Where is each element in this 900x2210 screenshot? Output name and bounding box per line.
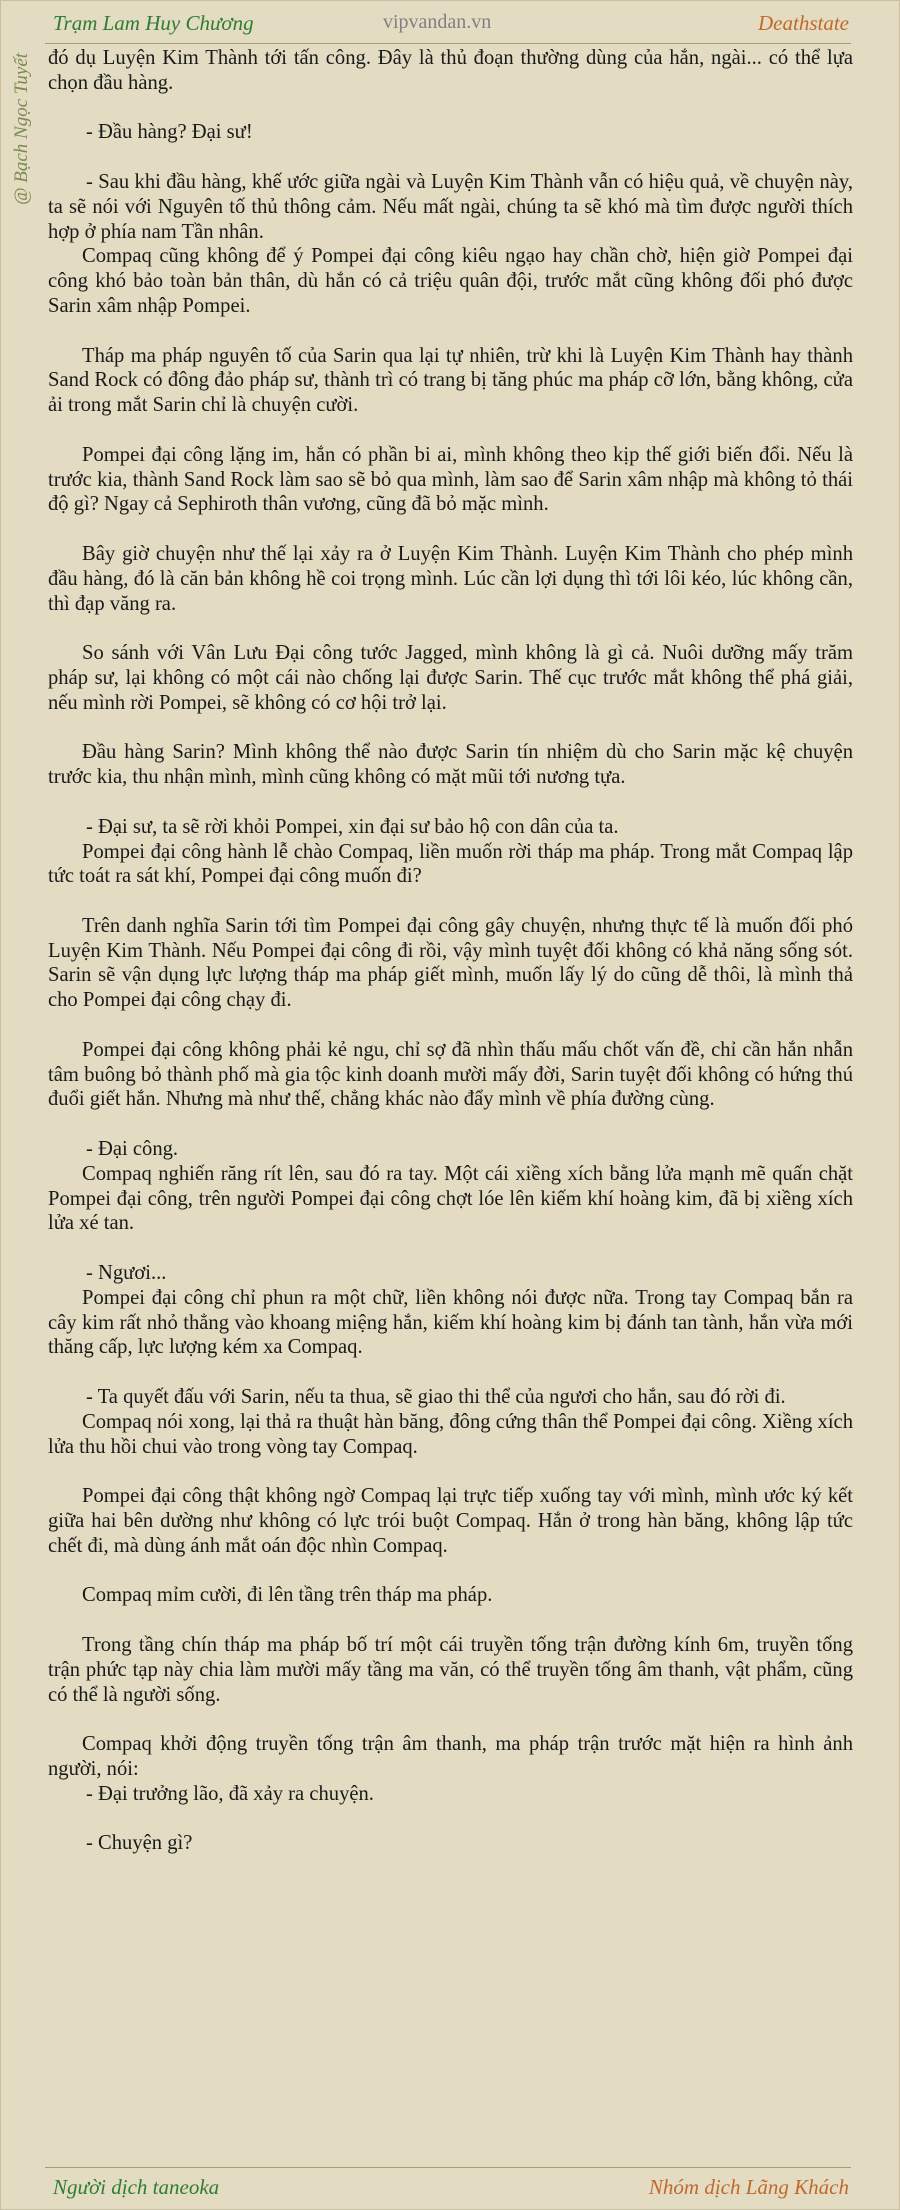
paragraph-spacer (48, 1112, 853, 1137)
paragraph: Bây giờ chuyện như thế lại xảy ra ở Luyện Kim Thành. Luyện Kim Thành cho phép mình đầu hàng, đó là căn bản không hề coi trọng mình. Lúc cần lợi dụng thì tới lôi kéo, lúc không cần, thì đạp văng ra. (48, 542, 853, 615)
paragraph-spacer (48, 517, 853, 542)
paragraph-spacer (48, 1360, 853, 1385)
paragraph: đó dụ Luyện Kim Thành tới tấn công. Đây là thủ đoạn thường dùng của hắn, ngài... có thể lựa chọn đầu hàng. (48, 47, 853, 94)
chapter-text (48, 46, 853, 1856)
dialogue-line: - Đầu hàng? Đại sư! (86, 121, 253, 144)
dialogue-line: - Đại trưởng lão, đã xảy ra chuyện. (86, 1782, 374, 1805)
page-header (53, 9, 849, 39)
footer-divider (45, 2167, 851, 2168)
paragraph: Pompei đại công hành lễ chào Compaq, liền muốn rời tháp ma pháp. Trong mắt Compaq lập tức toát ra sát khí, Pompei đại công muốn đi? (48, 840, 853, 888)
paragraph: Pompei đại công chỉ phun ra một chữ, liền không nói được nữa. Trong tay Compaq bắn ra cây kim rất nhỏ thẳng vào khoang miệng hắn, kiếm khí hoàng kim bị đánh tan tành, hắn vừa mới thăng cấp, lực lượng kém xa Compaq. (48, 1286, 853, 1359)
paragraph-spacer (48, 1013, 853, 1038)
paragraph: Compaq mỉm cười, đi lên tầng trên tháp ma pháp. (82, 1584, 493, 1607)
paragraph-spacer (48, 1608, 853, 1633)
dialogue-line: - Đại công. (86, 1138, 179, 1161)
paragraph-spacer (48, 616, 853, 641)
header-url: vipvandan.vn (383, 11, 492, 33)
paragraph: Compaq khởi động truyền tống trận âm thanh, ma pháp trận trước mặt hiện ra hình ảnh người, nói: (48, 1733, 853, 1780)
paragraph: Compaq nói xong, lại thả ra thuật hàn băng, đông cứng thân thể Pompei đại công. Xiềng xích lửa thu hồi chui vào trong vòng tay Compaq. (48, 1410, 853, 1458)
footer-group: Nhóm dịch Lãng Khách (648, 2175, 849, 2199)
paragraph: Tháp ma pháp nguyên tố của Sarin qua lại tự nhiên, trừ khi là Luyện Kim Thành hay thành Sand Rock có đông đảo pháp sư, thành trì có trang bị tăng phúc ma pháp cỡ lớn, bằng không, cửa ải trong mắt Sarin chỉ là chuyện cười. (48, 344, 853, 417)
dialogue-line: - Ngươi... (86, 1262, 167, 1285)
paragraph: Pompei đại công lặng im, hắn có phần bi ai, mình không theo kịp thế giới biến đổi. Nếu là trước kia, thành Sand Rock làm sao sẽ bỏ qua mình, làm sao để Sarin xâm nhập mà không tỏ thái độ gì? Ngay cả Sephiroth thân vương, cũng đã bỏ mặc mình. (48, 443, 853, 516)
paragraph-spacer (48, 319, 853, 344)
paragraph-spacer (48, 418, 853, 443)
dialogue-line: - Đại sư, ta sẽ rời khỏi Pompei, xin đại sư bảo hộ con dân của ta. (86, 815, 619, 838)
paragraph-spacer (48, 145, 853, 170)
paragraph-spacer (48, 1459, 853, 1484)
side-credit: @ Bạch Ngọc Tuyết (11, 53, 32, 206)
paragraph-spacer (48, 1807, 853, 1832)
paragraph: Trong tầng chín tháp ma pháp bố trí một cái truyền tống trận đường kính 6m, truyền tống trận phức tạp này chia làm mười mấy tầng ma văn, có thể truyền tống âm thanh, vật phẩm, cũng có thể là người sống. (48, 1634, 853, 1706)
paragraph-spacer (48, 889, 853, 914)
dialogue-line: - Chuyện gì? (86, 1832, 193, 1855)
paragraph: Trên danh nghĩa Sarin tới tìm Pompei đại công gây chuyện, nhưng thực tế là muốn đối phó Luyện Kim Thành. Nếu Pompei đại công đi rồi, vậy mình tuyệt đối không có khả năng sống sót. Sarin sẽ vận dụng lực lượng tháp ma pháp giết mình, muốn lấy lý do cũng dễ thôi, là mình thả cho Pompei đại công chạy đi. (48, 914, 853, 1012)
dialogue-line: - Ta quyết đấu với Sarin, nếu ta thua, sẽ giao thi thể của ngươi cho hắn, sau đó rời đi. (86, 1386, 786, 1409)
header-site-name: Trạm Lam Huy Chương (53, 11, 254, 35)
paragraph: Đầu hàng Sarin? Mình không thể nào được Sarin tín nhiệm dù cho Sarin mặc kệ chuyện trước kia, thu nhận mình, mình cũng không có mặt mũi tới nương tựa. (48, 741, 853, 789)
paragraph-spacer (48, 1559, 853, 1584)
header-divider (45, 43, 851, 44)
paragraph: Pompei đại công thật không ngờ Compaq lại trực tiếp xuống tay với mình, mình ước ký kết giữa hai bên dường như không có lực trói buột Compaq. Hắn ở trong hàn băng, không lập tức chết đi, mà dùng ánh mắt oán độc nhìn Compaq. (48, 1485, 853, 1557)
paragraph-spacer (48, 1236, 853, 1261)
paragraph-spacer (48, 1707, 853, 1732)
paragraph-spacer (48, 716, 853, 741)
paragraph: Compaq cũng không để ý Pompei đại công kiêu ngạo hay chần chờ, hiện giờ Pompei đại công khó bảo toàn bản thân, dù hắn có cả triệu quân đội, trước mắt cũng không đối phó được Sarin xâm nhập Pompei. (48, 245, 853, 317)
paragraph: Compaq nghiến răng rít lên, sau đó ra tay. Một cái xiềng xích bằng lửa mạnh mẽ quấn chặt Pompei đại công, trên người Pompei đại công chợt lóe lên kiếm khí hoàng kim, đã bị xiềng xích lửa xé tan. (48, 1162, 853, 1235)
paragraph-spacer (48, 790, 853, 815)
dialogue-line: - Sau khi đầu hàng, khế ước giữa ngài và Luyện Kim Thành vẫn có hiệu quả, về chuyện này, ta sẽ nói với Nguyên tố thủ thông cảm. Nếu mất ngài, chúng ta sẽ khó mà tìm được người thích hợp ở phía nam Tần nhân. (48, 170, 853, 243)
footer-translator: Người dịch taneoka (53, 2175, 220, 2199)
paragraph-spacer (48, 96, 853, 121)
paragraph: Pompei đại công không phải kẻ ngu, chỉ sợ đã nhìn thấu mấu chốt vấn đề, chỉ cần hắn nhẫn tâm buông bỏ thành phố mà gia tộc kinh doanh mười mấy đời, Sarin tuyệt đối không có hứng thú đuổi giết hắn. Nhưng mà như thế, chẳng khác nào đẩy mình về phía đường cùng. (48, 1038, 853, 1111)
paragraph: So sánh với Vân Lưu Đại công tước Jagged, mình không là gì cả. Nuôi dưỡng mấy trăm pháp sư, lại không có một cái nào chống lại được Sarin. Thế cục trước mắt không thể phá giải, nếu mình rời Pompei, sẽ không có cơ hội trở lại. (48, 642, 853, 714)
header-novel-title: Deathstate (758, 11, 849, 35)
